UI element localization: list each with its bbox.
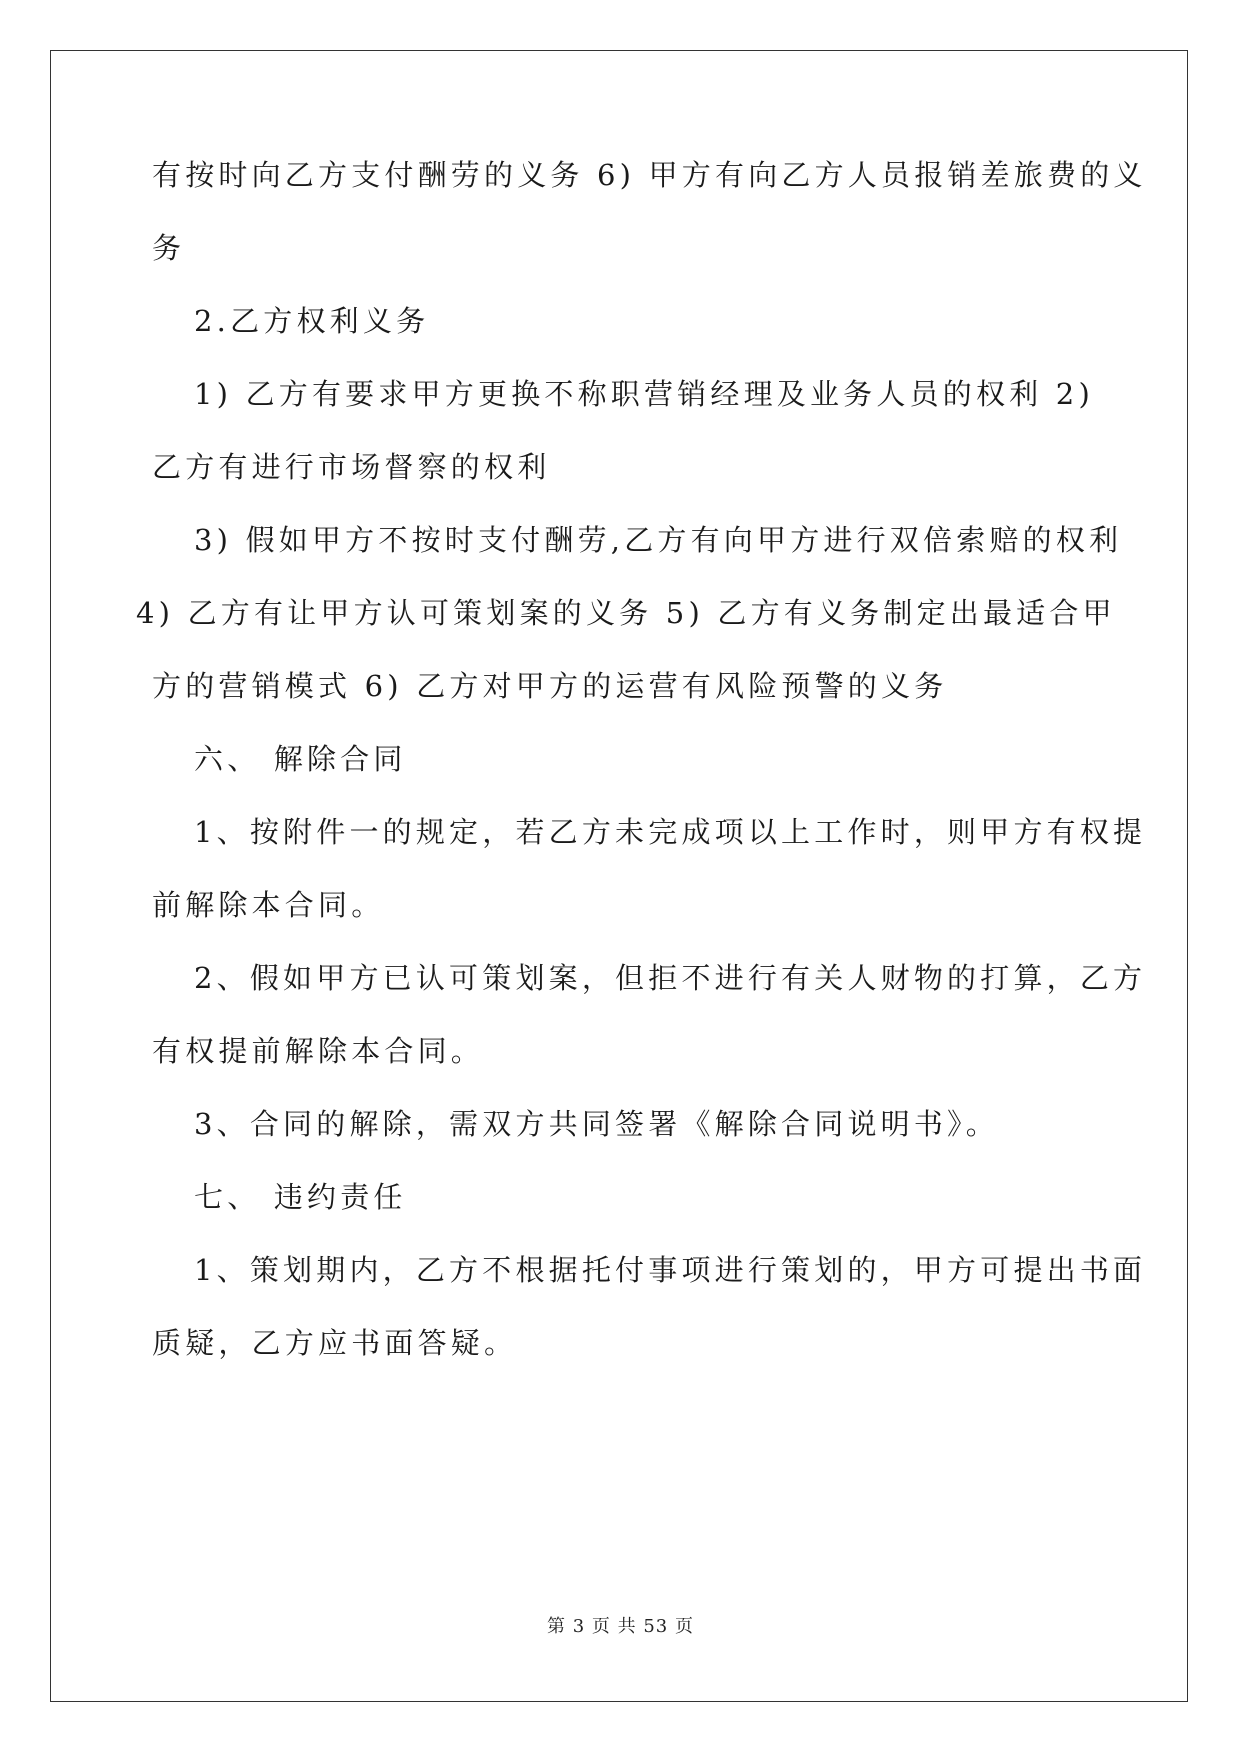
text-line: 1) 乙方有要求甲方更换不称职营销经理及业务人员的权利 2): [194, 377, 1094, 411]
text-line: 2、假如甲方已认可策划案，但拒不进行有关人财物的打算，乙方: [194, 961, 1147, 995]
text-line: 3、合同的解除，需双方共同签署《解除合同说明书》。: [194, 1107, 999, 1141]
text-line: 4) 乙方有让甲方认可策划案的义务 5) 乙方有义务制定出最适合甲: [136, 596, 1116, 630]
text-line: 1、策划期内，乙方不根据托付事项进行策划的，甲方可提出书面: [194, 1253, 1147, 1287]
text-line: 3) 假如甲方不按时支付酬劳,乙方有向甲方进行双倍索赔的权利: [194, 523, 1123, 557]
text-line: 方的营销模式 6) 乙方对甲方的运营有风险预警的义务: [152, 669, 948, 703]
section-heading: 七、 违约责任: [194, 1180, 407, 1214]
text-line: 1、按附件一的规定，若乙方未完成项以上工作时，则甲方有权提: [194, 815, 1147, 849]
section-heading: 2.乙方权利义务: [194, 304, 430, 338]
text-line: 乙方有进行市场督察的权利: [152, 450, 551, 484]
text-line: 有权提前解除本合同。: [152, 1034, 485, 1068]
page-border: [50, 50, 1188, 1702]
page-number-footer: 第 3 页 共 53 页: [547, 1616, 694, 1637]
section-heading: 六、 解除合同: [194, 742, 407, 776]
text-line: 质疑，乙方应书面答疑。: [152, 1326, 518, 1360]
text-line: 有按时向乙方支付酬劳的义务 6) 甲方有向乙方人员报销差旅费的义: [152, 158, 1147, 192]
text-line: 前解除本合同。: [152, 888, 385, 922]
text-line: 务: [152, 231, 186, 265]
